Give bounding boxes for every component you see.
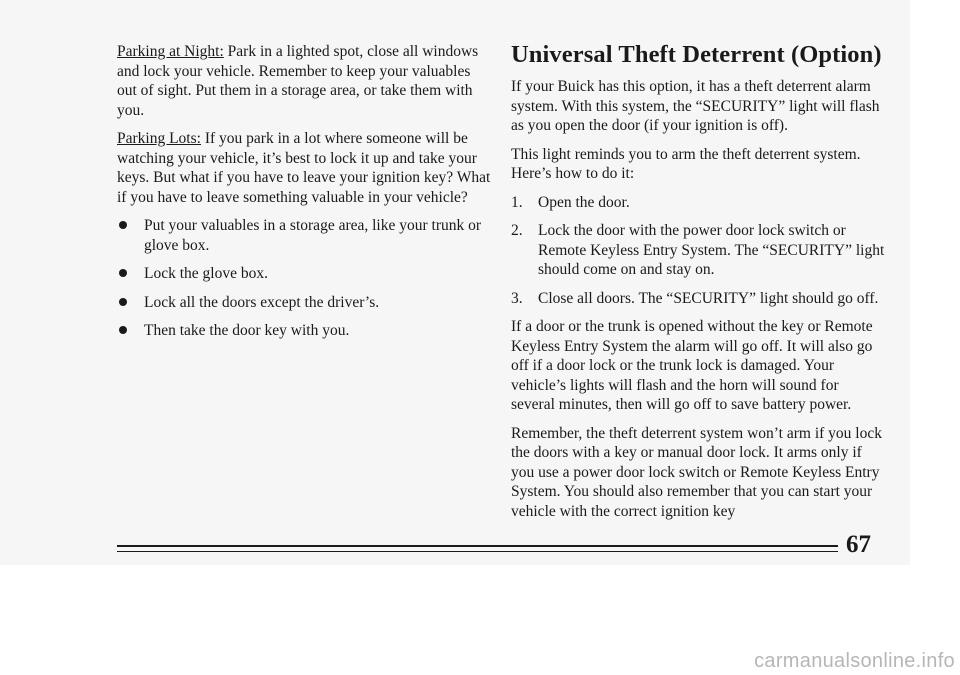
bullet-icon — [119, 221, 127, 229]
list-item — [117, 321, 492, 341]
alarm-paragraph: If a door or the trunk is opened without the key or Remote Keyless Entry System the alarm will go off. It will also go off if a door lock or the trunk lock is damaged. Your vehicle’s lights will flash and the horn will sound for several minutes, then will go off to save battery power. — [511, 318, 873, 413]
watermark: carmanualsonline.info — [754, 650, 955, 672]
bullet-icon — [119, 298, 127, 306]
list-item — [511, 289, 886, 309]
list-item-text: Put your valuables in a storage area, like your trunk or glove box. — [144, 217, 482, 254]
list-item-text: Lock the glove box. — [144, 265, 268, 282]
right-column — [511, 40, 886, 530]
list-item — [511, 193, 886, 213]
list-item — [117, 264, 492, 284]
arming-steps-list — [511, 193, 886, 309]
list-item — [117, 293, 492, 313]
step-number: 2. — [511, 222, 523, 239]
step-number: 1. — [511, 193, 523, 211]
list-item-text: Then take the door key with you. — [144, 322, 350, 339]
parking-lots-text: If you park in a lot where someone will be watching your vehicle, it’s best to lock it up and take your keys. But what if you have to leave your ignition key? What if you have to leave something valuable in your vehicle? — [117, 130, 491, 206]
intro-paragraph: If your Buick has this option, it has a theft deterrent alarm system. With this system, the “SECURITY” light will flash as you open the door (if your ignition is off). — [511, 78, 880, 134]
list-item-text: Lock all the doors except the driver’s. — [144, 293, 380, 311]
step-text: Lock the door with the power door lock switch or Remote Keyless Entry System. The “SECURITY” light should come on and stay on. — [538, 222, 885, 278]
page-number: 67 — [846, 531, 871, 558]
parking-at-night-paragraph — [117, 42, 492, 120]
list-item — [117, 216, 492, 255]
step-text: Close all doors. The “SECURITY” light should go off. — [538, 289, 879, 307]
parking-tips-list — [117, 216, 492, 341]
section-heading: Universal Theft Deterrent (Option) — [511, 41, 882, 68]
footer-rule — [117, 545, 838, 547]
reminder-paragraph: This light reminds you to arm the theft deterrent system. Here’s how to do it: — [511, 145, 861, 182]
list-item — [511, 221, 886, 280]
bullet-icon — [119, 326, 127, 334]
step-number: 3. — [511, 289, 523, 307]
left-column — [117, 42, 492, 350]
parking-at-night-lead: Parking at Night: — [117, 43, 224, 60]
bullet-icon — [119, 269, 127, 277]
parking-lots-lead: Parking Lots: — [117, 130, 201, 147]
parking-lots-paragraph — [117, 129, 492, 207]
remember-paragraph: Remember, the theft deterrent system won’t arm if you lock the doors with a key or manual door lock. It arms only if you use a power door lock switch or Remote Keyless Entry System. You should also remember that you can start your vehicle with the correct ignition key — [511, 424, 882, 520]
footer-rule-thin — [117, 551, 838, 552]
step-text: Open the door. — [538, 193, 630, 211]
parking-at-night-text: Park in a lighted spot, close all windows and lock your vehicle. Remember to keep your valuables out of sight. Put them in a storage area, or take them with you. — [117, 43, 479, 119]
